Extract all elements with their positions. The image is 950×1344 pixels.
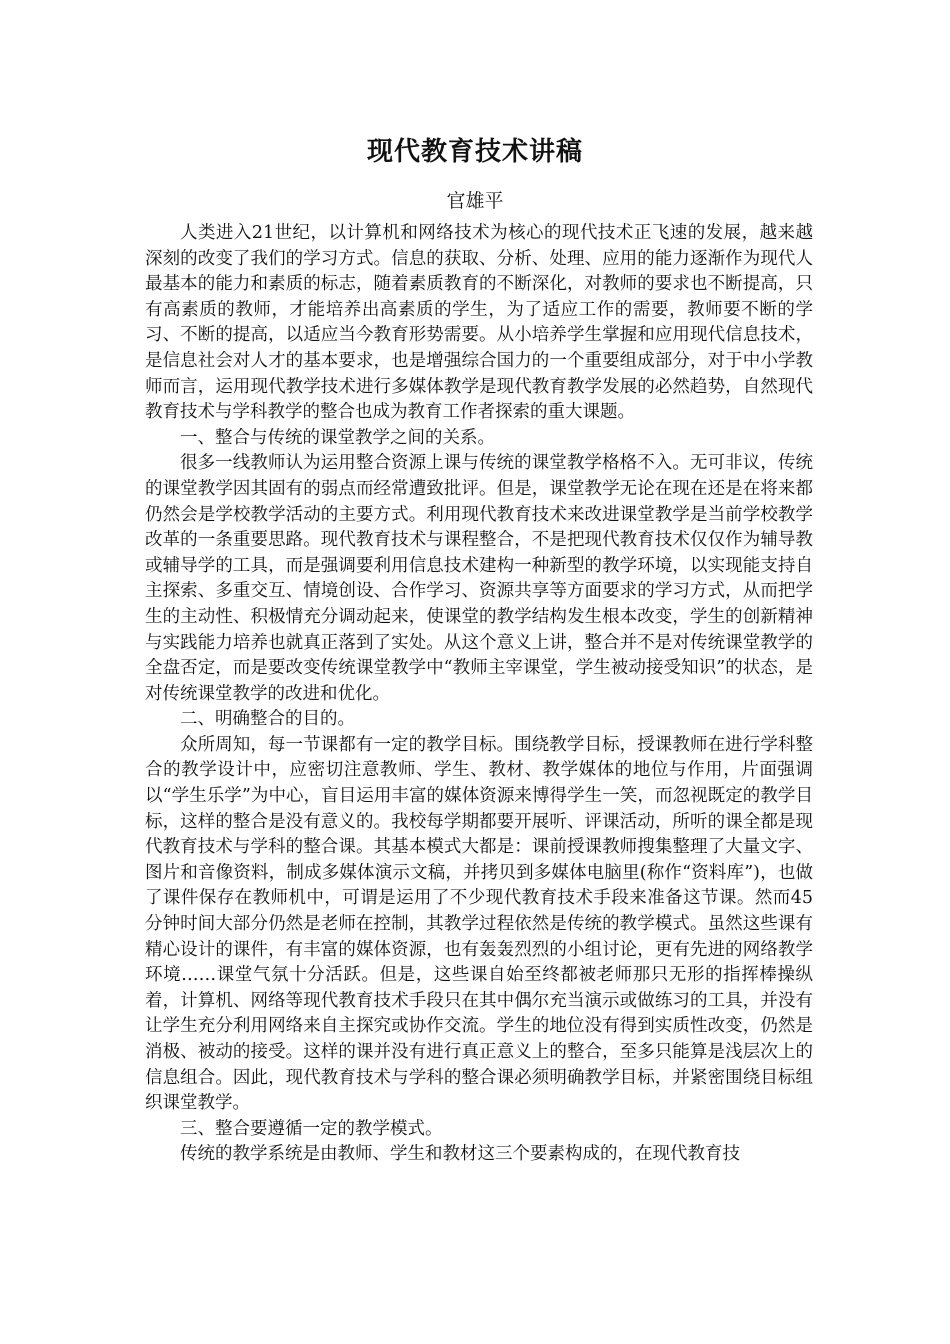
section-heading-2: 二、明确整合的目的。 [180, 709, 355, 730]
section-2-paragraph: 众所周知，每一节课都有一定的教学目标。围绕教学目标，授课教师在进行学科整合的教学设计中，应密切注意教师、学生、教材、教学媒体的地位与作用，片面强调以“学生乐学”为中心，盲目运用丰富的媒体资源来博得学生一笑，而忽视既定的教学目标，这样的整合是没有意义的。我校每学期都要开展听、评课活动，所听的课全都是现代教育技术与学科的整合课。其基本模式大都是：课前授课教师搜集整理了大量文字、图片和音像资料，制成多媒体演示文稿，并拷贝到多媒体电脑里(称作“资料库”)，也做了课件保存在教师机中，可谓是运用了不少现代教育技术手段来准备这节课。然而45分钟时间大部分仍然是老师在控制，其教学过程依然是传统的教学模式。虽然这些课有精心设计的课件，有丰富的媒体资源，也有轰轰烈烈的小组讨论，更有先进的网络教学环境……课堂气氛十分活跃。但是，这些课自始至终都被老师那只无形的指挥棒操纵着，计算机、网络等现代教育技术手段只在其中偶尔充当演示或做练习的工具，并没有让学生充分利用网络来自主探究或协作交流。学生的地位没有得到实质性改变，仍然是消极、被动的接受。这样的课并没有进行真正意义上的整合，至多只能算是浅层次上的信息组合。因此，现代教育技术与学科的整合课必须明确教学目标，并紧密围绕目标组织课堂教学。 [145, 734, 813, 1114]
document-author: 官雄平 [446, 190, 504, 212]
document-body [145, 221, 813, 1168]
document-title: 现代教育技术讲稿 [366, 137, 583, 167]
intro-paragraph: 人类进入21世纪，以计算机和网络技术为核心的现代技术正飞速的发展，越来越深刻的改变了我们的学习方式。信息的获取、分析、处理、应用的能力逐渐作为现代人最基本的能力和素质的标志，随着素质教育的不断深化，对教师的要求也不断提高，只有高素质的教师，才能培养出高素质的学生，为了适应工作的需要，教师要不断的学习、不断的提高，以适应当今教育形势需要。从小培养学生掌握和应用现代信息技术，是信息社会对人才的基本要求，也是增强综合国力的一个重要组成部分，对于中小学教师而言，运用现代教学技术进行多媒体教学是现代教育教学发展的必然趋势，自然现代教育技术与学科教学的整合也成为教育工作者探索的重大课题。 [145, 223, 813, 423]
section-3-paragraph: 传统的教学系统是由教师、学生和教材这三个要素构成的，在现代教育技 [180, 1144, 740, 1165]
section-heading-1: 一、整合与传统的课堂教学之间的关系。 [180, 427, 495, 448]
section-heading-3: 三、整合要遵循一定的教学模式。 [180, 1118, 443, 1139]
section-1-paragraph: 很多一线教师认为运用整合资源上课与传统的课堂教学格格不入。无可非议，传统的课堂教学因其固有的弱点而经常遭致批评。但是，课堂教学无论在现在还是在将来都仍然会是学校教学活动的主要方式。利用现代教育技术来改进课堂教学是当前学校教学改革的一条重要思路。现代教育技术与课程整合，不是把现代教育技术仅仅作为辅导教或辅导学的工具，而是强调要利用信息技术建构一种新型的教学环境，以实现能支持自主探索、多重交互、情境创设、合作学习、资源共享等方面要求的学习方式，从而把学生的主动性、积极情充分调动起来，使课堂的教学结构发生根本改变，学生的创新精神与实践能力培养也就真正落到了实处。从这个意义上讲，整合并不是对传统课堂教学的全盘否定，而是要改变传统课堂教学中“教师主宰课堂，学生被动接受知识”的状态，是对传统课堂教学的改进和优化。 [145, 453, 813, 704]
